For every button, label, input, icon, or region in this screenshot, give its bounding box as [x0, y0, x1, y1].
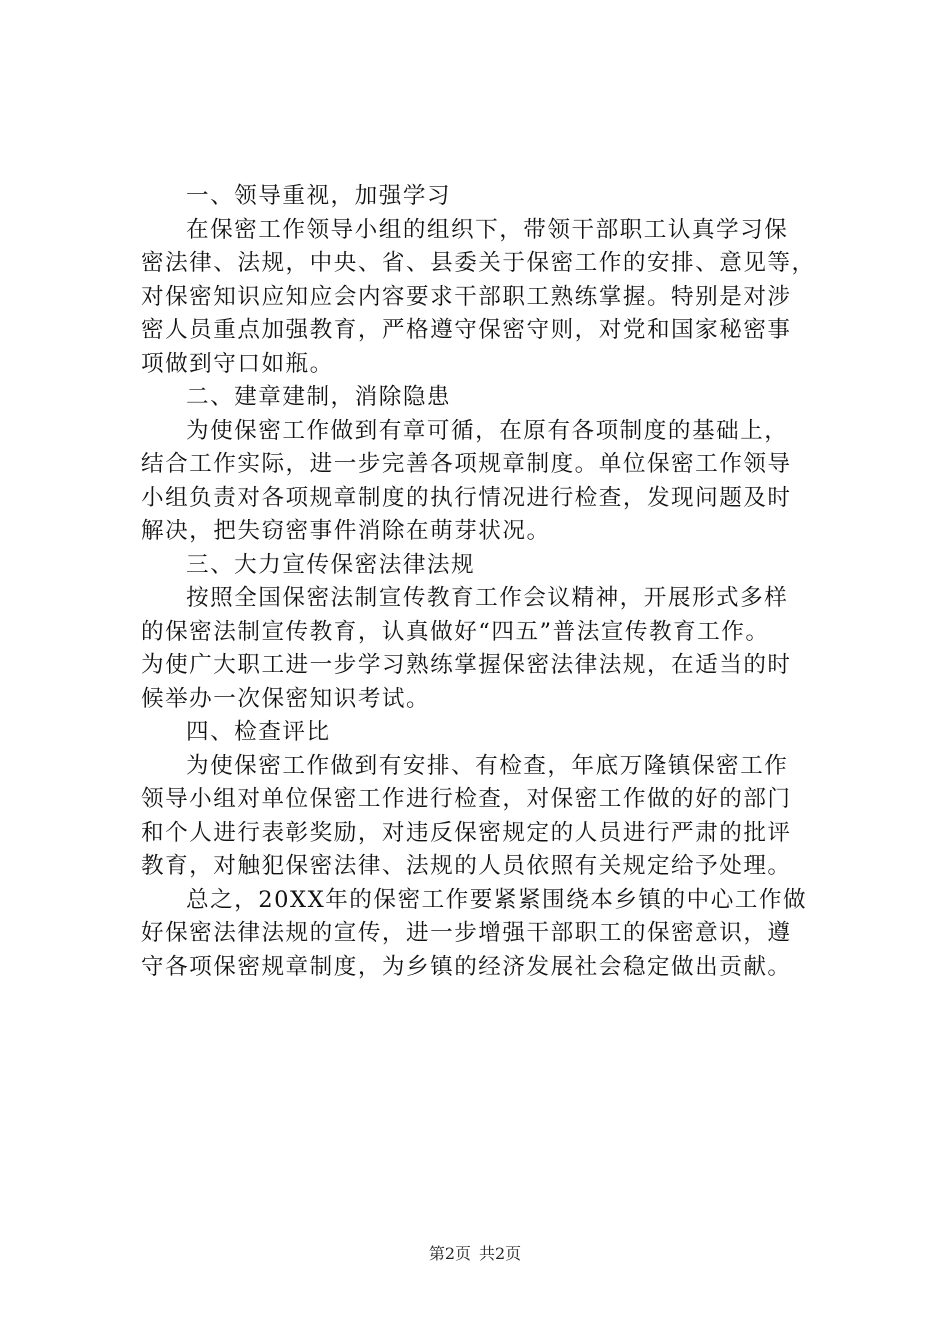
- paragraph-line: 为使保密工作做到有安排、有检查，年底万隆镇保密工作: [186, 752, 789, 779]
- paragraph-line: 和个人进行表彰奖励，对违反保密规定的人员进行严肃的批评: [141, 819, 792, 846]
- paragraph-line: 在保密工作领导小组的组织下，带领干部职工认真学习保: [186, 216, 789, 243]
- section-heading-1: 一、领导重视，加强学习: [186, 183, 452, 209]
- section-heading-2: 二、建章建制，消除隐患: [186, 384, 452, 410]
- section-heading-4: 四、检查评比: [186, 719, 331, 745]
- paragraph-line: 领导小组对单位保密工作进行检查，对保密工作做的好的部门: [141, 786, 792, 812]
- paragraph-line: 为使保密工作做到有章可循，在原有各项制度的基础上，: [186, 417, 789, 444]
- paragraph-line: 密人员重点加强教育，严格遵守保密守则，对党和国家秘密事: [141, 317, 792, 343]
- paragraph-line: 结合工作实际，进一步完善各项规章制度。单位保密工作领导: [141, 451, 792, 477]
- document-body: [141, 180, 821, 984]
- paragraph-line: 项做到守口如瓶。: [141, 350, 334, 377]
- paragraph-line: 对保密知识应知应会内容要求干部职工熟练掌握。特别是对涉: [141, 283, 792, 310]
- paragraph-line: 解决，把失窃密事件消除在萌芽状况。: [141, 518, 551, 544]
- paragraph-line: 密法律、法规，中央、省、县委关于保密工作的安排、意见等，: [141, 250, 816, 276]
- page-total: 共2页: [479, 1244, 522, 1263]
- paragraph-line: 按照全国保密法制宣传教育工作会议精神，开展形式多样: [186, 585, 789, 611]
- paragraph-line: 的保密法制宣传教育，认真做好“四五”普法宣传教育工作。: [141, 618, 770, 645]
- summary-paragraph-line: 好保密法律法规的宣传，进一步增强干部职工的保密意识，遵: [141, 920, 792, 946]
- page-number: 第2页: [428, 1244, 471, 1263]
- paragraph-line: 小组负责对各项规章制度的执行情况进行检查，发现问题及时: [141, 484, 792, 511]
- page-footer: [0, 1244, 950, 1264]
- paragraph-line: 候举办一次保密知识考试。: [141, 685, 431, 712]
- paragraph-line: 教育，对触犯保密法律、法规的人员依照有关规定给予处理。: [141, 853, 792, 879]
- paragraph-line: 为使广大职工进一步学习熟练掌握保密法律法规，在适当的时: [141, 652, 792, 678]
- section-heading-3: 三、大力宣传保密法律法规: [186, 551, 476, 578]
- summary-paragraph-line: 总之，20XX年的保密工作要紧紧围绕本乡镇的中心工作做: [186, 886, 808, 913]
- summary-paragraph-line: 守各项保密规章制度，为乡镇的经济发展社会稳定做出贡献。: [141, 953, 792, 980]
